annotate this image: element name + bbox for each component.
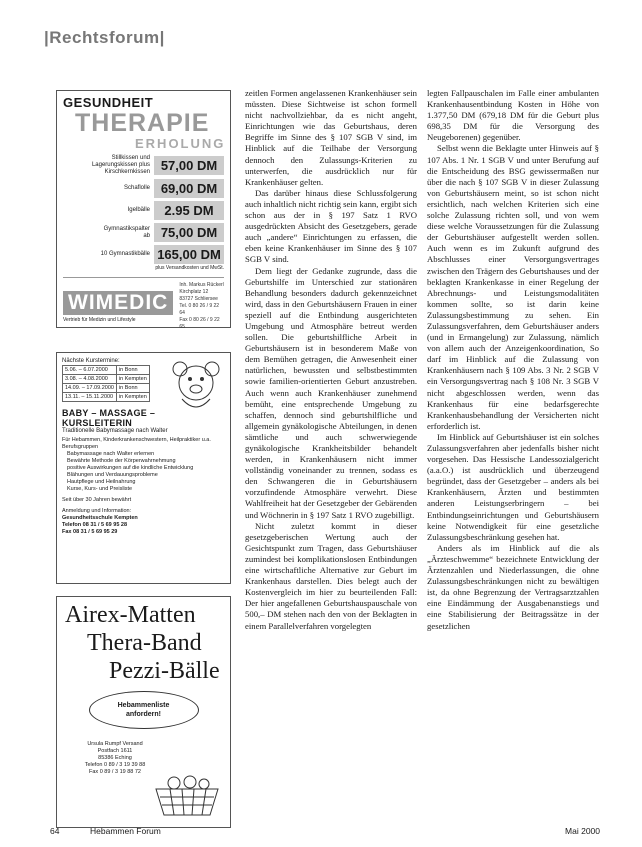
paragraph: zeitlen Formen angelassenen Krankenhäuser sein müssten. Diese Sichtweise ist schon formell nicht nachvollziehbar, da es nicht angeht, Einrichtungen wie das Geburtshaus, deren Begriffe im Sinne des § 107 SGB V sind, im Hinblick auf die Teilhabe der Versorgung dennoch den Zulassungs-Kriterien zu unterwerfen, die ausdrücklich nur für Krankenhäuser gelten. bbox=[245, 88, 417, 187]
price-label: Gymnastikspalter ab bbox=[103, 225, 150, 239]
ad-gesundheit bbox=[56, 90, 231, 328]
list-item: Bewährte Methode der Körperwahrnehmung bbox=[67, 458, 176, 464]
section-header: |Rechtsforum| bbox=[44, 28, 165, 47]
speech-bubble bbox=[89, 691, 199, 729]
pezzi-line: Pezzi-Bälle bbox=[109, 658, 220, 684]
baby-massage-subtitle: Traditionelle Babymassage nach Walter bbox=[62, 428, 168, 434]
vendor-line: Postfach 1611 bbox=[97, 748, 133, 754]
course-place: in Bonn bbox=[116, 384, 149, 393]
paragraph: Nicht zuletzt kommt in dieser gesetzgeberischen Wertung auch der Gesichtspunkt zum Tragen, dass Geburtshäuser zumindest bei komplikationslosen Entbindungen eine wirtschaftliche Alternative zur Geburt im Krankenhaus darstellen. Dies belegt auch der Kostenvergleich im hier zu beurteilenden Fall: Der hier angefallenen Geburtshauspauschale von 500,– DM stehen nach den von der Beklagten in einem Parallelverfahren vorgelegten bbox=[245, 520, 417, 631]
course-date: 14.09. – 17.09.2000 bbox=[63, 384, 117, 393]
address-line: Inh. Markus Rückerl bbox=[179, 282, 224, 288]
article-column-1 bbox=[245, 88, 417, 632]
org-line: Gesundheitsschule Kempten bbox=[62, 515, 138, 521]
price-row bbox=[63, 201, 224, 220]
paragraph: legten Fallpauschalen im Falle einer ambulanten Krankenhausentbindung Kosten in Höhe von 1.377,50 DM (679,18 DM für die Geburt plus 698,35 DM für die Versorgung des Neugeborenen) gegenüber. bbox=[427, 88, 599, 143]
logo-address bbox=[179, 282, 224, 331]
list-item: Blähungen und Verdauungsprobleme bbox=[67, 472, 158, 478]
ad-baby-massage bbox=[56, 352, 231, 584]
bubble-line: Hebammenliste bbox=[117, 702, 170, 709]
ad-title-gesundheit: GESUNDHEIT bbox=[63, 95, 154, 110]
price-value: 75,00 DM bbox=[154, 223, 224, 242]
table-row bbox=[63, 375, 150, 384]
course-place: in Kempten bbox=[116, 375, 149, 384]
price-value: 2.95 DM bbox=[154, 201, 224, 220]
vendor-line: Telefon 0 89 / 3 19 39 88 bbox=[84, 762, 146, 768]
course-place: in Kempten bbox=[116, 393, 149, 402]
paragraph: Selbst wenn die Beklagte unter Hinweis auf § 107 Abs. 1 Nr. 1 SGB V und unter Berufung auf die Entscheidung des BSG gewissermaßen nur über die nach § 107 SGB V in dieser Zulassung von Geburtshäusern meint, so ist schon nicht ersichtlich, nach welchen Kriterien sich eine solche Zulassung richten soll, und von wem diese welche Voraussetzungen für die Zulassung der Geburtshäuser aufgestellt werden sollen. Auch wenn es im Zukunft aufgrund des Abschlusses einer Versorgungsvertrages zwischen den Trägern des Geburtshauses und der beklagten Krankenkasse in einer Regelung der Abrechnungs- und Leistungsmodalitäten kommen sollte, so ist darin keine Zulassungsbestimmung zu sehen. Ein Zulassungsverfahren, dem Geburtshäuser anders (und in Ermangelung) zur Zulassung, nämlich von allem auch der Anzeigenkoordination, So darf im Hinblick auf die Zulassung von Krankenhäusern nach § 109 Abs. 3 Nr. 2 SGB V ein Versorgungsvertrag nach § 108 Nr. 3 SGB V nicht abgeschlossen werden, wenn das Krankenhaus für eine bedarfsgerechte Krankenhausbehandlung der Versicherten nicht erforderlich ist. bbox=[427, 143, 599, 431]
course-place: in Bonn bbox=[116, 366, 149, 375]
page-number: 64 bbox=[50, 826, 60, 836]
ad-airex bbox=[56, 596, 231, 828]
baby-intro: Für Hebammen, Kinderkrankenschwestern, Heilpraktiker u.a. Berufsgruppen bbox=[62, 437, 211, 450]
courses-title: Nächste Kurstermine: bbox=[62, 358, 120, 364]
address-line: 83727 Schliersee bbox=[179, 296, 218, 302]
price-value: 69,00 DM bbox=[154, 179, 224, 198]
course-date: 13.11. – 15.11.2000 bbox=[63, 393, 117, 402]
paragraph: Im Hinblick auf Geburtshäuser ist ein solches Zulassungsverfahren aber jedenfalls bisher nicht vorgesehen. Das Hessische Landessozialgericht (a.a.O.) ist ausdrücklich und überzeugend begründet, dass der Gesetzgeber – anders als bei Krankenhäusern, Ärzten und bestimmten anderen Leistungserbringern – bei Entbindungseinrichtungen und Geburtshäusern keine Notwendigkeit für eine gesetzliche Zulassungsbeschränkung gesehen hat. bbox=[427, 431, 599, 542]
ad-title-erholung: ERHOLUNG bbox=[135, 136, 226, 151]
vendor-address bbox=[75, 741, 155, 776]
course-table bbox=[62, 365, 150, 402]
wimedic-logo: WIMEDIC bbox=[63, 291, 173, 315]
logo-row bbox=[63, 277, 224, 331]
article-column-2 bbox=[427, 88, 599, 632]
table-row bbox=[63, 366, 150, 375]
list-item: positive Auswirkungen auf die kindliche Entwicklung bbox=[67, 465, 194, 471]
price-row bbox=[63, 155, 224, 176]
price-label: 10 Gymnastikbälle bbox=[100, 251, 150, 257]
price-label: Igelbälle bbox=[127, 207, 150, 213]
org-line: Telefon 08 31 / 5 69 95 28 bbox=[62, 522, 128, 528]
logo-tagline: Vertrieb für Medizin und Lifestyle bbox=[63, 316, 136, 323]
paragraph: Dem liegt der Gedanke zugrunde, dass die Geburtshilfe im Unterschied zur stationären Behandlung besonders dadurch gekennzeichnet wird, dass in den Geburtshäusern Frauen in einer speziell auf die Entbindung ausgerichteten Umgebung und Atmosphäre betreut werden sollen. Die geburtshilfliche Arbeit in Geburtshäusern ist in besonderem Maße von dem Bemühen getragen, die Anwesenheit einer natürlichen, bewussten und selbstbestimmten sowie familien-orientierten Geburt anzustreben. Auch wenn auch Krankenhäuser zunehmend bemüht, eine entsprechende Umgebung zu schaffen, dennoch sind geburtshilfliche und allgemein gynäkologische Abteilungen, in denen sämtliche und auch schwerwiegende gynäkologische Krankheitsbilder behandelt werden, in Krankenhäusern nicht immer vollständig voneinander zu trennen, sodass es den Schwangeren die in Geburtshäusern vorzufindende Atmosphäre verwehrt. Diese Wahlfreiheit hat der Gesetzgeber der Gebärenden und Wöchnerin in § 197 Satz 1 RVO zugebilligt. bbox=[245, 265, 417, 520]
address-line: Fax 0 80 26 / 9 22 65 bbox=[179, 317, 220, 330]
basket-icon bbox=[152, 775, 222, 817]
ad-title-therapie: THERAPIE bbox=[75, 109, 210, 137]
course-dates bbox=[62, 357, 170, 402]
price-value: 57,00 DM bbox=[154, 156, 224, 175]
list-item: Babymassage nach Walter erlernen bbox=[67, 451, 155, 457]
issue-date: Mai 2000 bbox=[565, 826, 600, 836]
price-value: 165,00 DM bbox=[154, 245, 224, 264]
airex-line: Airex-Matten bbox=[65, 602, 196, 628]
paragraph: Anders als im Hinblick auf die als „Ärzteschwemme“ bezeichnete Entwicklung der Ärztenzahlen und Niederlassungen, die ohne Zulassungsbeschränkungen nicht zu bewältigen ist, da ohne Begrenzung der Vertragsarztzahlen eine Eindämmung der Ausgabenanstiegs und eine Stabilisierung der Beitragssätze in der gesetzlichen bbox=[427, 542, 599, 631]
address-line: Tel. 0 80 26 / 9 22 64 bbox=[179, 303, 220, 316]
baby-massage-title: BABY – MASSAGE – KURSLEITERIN bbox=[62, 408, 156, 428]
price-row bbox=[63, 223, 224, 242]
list-item: Kurse, Kurs- und Preisliste bbox=[67, 486, 133, 492]
course-date: 3.08. – 4.08.2000 bbox=[63, 375, 117, 384]
bubble-line: anfordern! bbox=[126, 711, 161, 718]
address-line: Kirchplatz 12 bbox=[179, 289, 209, 295]
theraband-line: Thera-Band bbox=[87, 630, 202, 656]
course-date: 5.06. – 6.07.2000 bbox=[63, 366, 117, 375]
baby-note: Seit über 30 Jahren bewährt bbox=[62, 497, 132, 503]
price-row bbox=[63, 245, 224, 264]
table-row bbox=[63, 393, 150, 402]
vendor-line: Fax 0 89 / 3 19 88 72 bbox=[89, 769, 141, 775]
org-title: Anmeldung und Information: bbox=[62, 508, 132, 514]
price-row bbox=[63, 179, 224, 198]
vendor-line: Ursula Rumpf Versand bbox=[87, 741, 143, 747]
table-row bbox=[63, 384, 150, 393]
paragraph: Das darüber hinaus diese Schlussfolgerung auch inhaltlich nicht richtig sein kann, ergibt sich schon aus der in § 197 Satz 1 RVO ausgedrückten Absicht des Gesetzgebers, gerade auch „andere“ Einrichtungen zu erfassen, die eben keine Krankenhäuser im Sinne des § 107 SGB V sind. bbox=[245, 187, 417, 265]
list-item: Hautpflege und Heilnahrung bbox=[67, 479, 136, 485]
vendor-line: 85386 Eching bbox=[98, 755, 132, 761]
price-label: Stillkissen und Lagerungskissen plus Kirschkernkissen bbox=[91, 155, 150, 175]
publication-name: Hebammen Forum bbox=[90, 826, 161, 836]
teddy-bear-icon bbox=[168, 359, 224, 413]
org-line: Fax 08 31 / 5 69 95 29 bbox=[62, 529, 118, 535]
price-label: Schaflolle bbox=[123, 185, 150, 191]
price-note: plus Versandkosten und MwSt. bbox=[155, 265, 224, 271]
